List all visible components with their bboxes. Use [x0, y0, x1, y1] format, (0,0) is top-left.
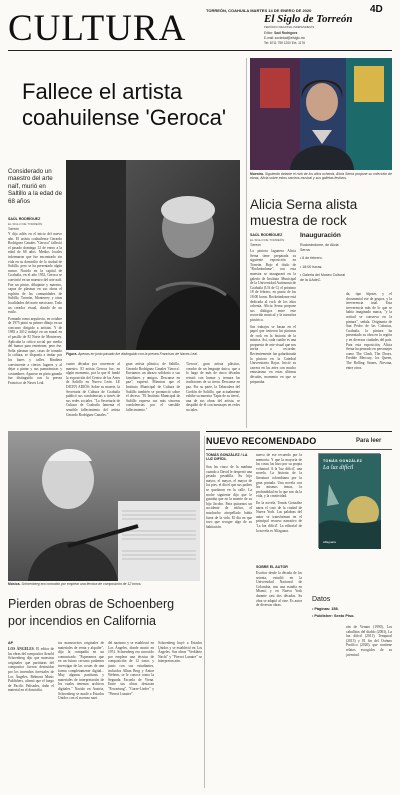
serna-headline-line2: muestra de rock: [250, 213, 347, 228]
book-publisher: Alfaguara: [323, 540, 336, 544]
serna-photo: [250, 58, 392, 170]
rec-column-1: Son las cinco de la mañana cuando a David le despertó una pesada pesadilla. Su hijo mayor, el mayor, el mayor de los pies, el día el que sus padres se quedaron en la calle. La noche siguiente dijo que le gustaba que en la muerte de su hijo Jacobo. Para quitarnos un accidente de tráfico, el muchacho atropellado había fuera de la vida. El día en que tuvo que recoger algo de su habitación.: [206, 465, 252, 529]
schoenberg-column-4: Schoenberg huyó a Estados Unidos y se estableció en Los Ángeles. Sus obras "Verklärte Nacht" y "Pierrot Lunaire" se interpretan aún.: [158, 641, 202, 664]
masthead-logo: El Siglo de Torreón: [264, 13, 353, 25]
serna-divider: [246, 58, 247, 428]
schoenberg-source: AP: [8, 641, 13, 645]
serna-byline: SAÚL RODRÍGUEZ: [250, 233, 283, 237]
serna-info-item: • 6 de febrero.: [300, 256, 323, 261]
main-column-3: gran artista plástico, de Saltillo, Gerardo Rodríguez Canales 'Geroca'. Enviamos un abrazo solidario a sus familiares y amigos. Descanse en paz", expresó. Mientras que el Instituto Municipal de Cultura de Saltillo también se pronunció sobre el deceso. "El Instituto Municipal de Saltillo expresa sus más sinceras condolencias por el sensible fallecimiento.": [126, 362, 180, 412]
rec-section-tag: Para leer: [356, 438, 382, 444]
rec-author-title: SOBRE EL AUTOR: [256, 565, 288, 569]
phone-line: Tel: 8711 759 1200 Ext. 1176: [264, 41, 305, 45]
book-cover-image: [318, 453, 380, 548]
serna-headline-line1: Alicia Serna alista: [250, 197, 358, 212]
rec-byline: TOMÁS GONZÁLEZ / LA LUZ DIFÍCIL: [206, 453, 248, 461]
serna-info-item: • 18:00 horas.: [300, 264, 323, 269]
rec-top-rule: [206, 431, 392, 432]
main-byline-sub: EL SIGLO DE TORREÓN: [8, 222, 43, 226]
book-title: La luz difícil: [323, 465, 354, 471]
editor-line: Editor: Saúl Rodríguez: [264, 31, 298, 35]
main-byline: SAÚL RODRÍGUEZ: [8, 217, 41, 221]
serna-column-1: La pintora lagunera Alicia Serna tiene preparada su siguiente exposición en Torreón. Bajo el título de "Rockeándome", con esta muestra se inaugurará en la galería de Instituto Municipal de la Universidad Autónoma de Coahuila (UA de C) el próximo 18 de febrero, en punto de las 18:00 horas. Rockeándome está dedicada al rock de los años ochenta, Alicia Serna propone sus diálogos entre este recorrido musical y la narrativa pictórica. Sus trabajos se basan en el papel que tuvieron las pinturas de rock en la historia de la música. Así, cada cuadro es una propuesta de arte visual que nos invita a recordar. Recientemente fue galardonada la pintora en la Catedral Universitaria Rojas. Inició su carrera en las artes con mucho entusiasmo en estas últimas décadas, momento en que se preparaba.: [250, 249, 297, 384]
serna-info-item: Rockeándome, de Alicia Serna: [300, 243, 339, 252]
page-number: 4D: [370, 4, 383, 15]
main-column-4: 'Geroca', gran artista plástico, creador de un lenguaje único, que a lo largo de más de cinco décadas retrató con humor y ternura las tradiciones de su tierra. Descanse en paz. Por su parte, la Tabacalera del Cordón de Saltillo, que actualmente exhibe su muestra 'Tapiz de su tierra', una de sus obras del artista, se despidió de él con mensajes en redes sociales.: [186, 362, 240, 412]
main-deck: Considerado un maestro del arte naïf, murió en Saltillo a la edad de 68 años: [8, 168, 63, 205]
serna-city: Torreón: [250, 243, 261, 247]
serna-info-item: • Galería del Museo Cultural de la UAdeC.: [300, 273, 346, 282]
schoenberg-column-1: LOS ÁNGELES. El editor de las obras del compositor Arnold Schoenberg dijo que muestras originales que partituras del compositor fueron destruidas por los incendios forestales de Los Ángeles. Belmont Music Publishers, afirmó que el fuego de Pacific Palisades, daño el material en el domicilio.: [8, 647, 55, 693]
rec-data-title: Datos: [312, 596, 331, 603]
schoenberg-headline-line1: Pierden obras de Schoenberg: [8, 597, 175, 611]
serna-info-box: [300, 232, 346, 283]
rec-column-2: nuevo de ese recuerdo por la memoria. Y que la mayoría de las cosas las hizo por su propia voluntad. A la 'luz difícil', una novela. La historia de la literatura colombiana por la gran pintada. Una novela con los mismos temas, la profundidad en la que nos da la vida, y la creatividad. En la novela, Tomás González narra el caso de la ciudad de Nueva York. Las palabras del autor se transforman en el principal recurso narrativo de 'La luz difícil'. La editorial de la novela es Alfaguara.: [256, 453, 302, 533]
rec-column-5: rán de Verano (1990), Los caballitos del diablo (2003), La luz difícil (2011), Temporal (2013) y El fin del Océano Pacífico (2020), que contiene relatos escogidos de su juventud.: [346, 625, 392, 657]
bottom-divider: [204, 436, 205, 788]
main-column-2: cuatro décadas por convencer al maestro. El artista Geroca fue, en algún momento, por la que él fundó la exposición del Centro de las Artes de Saltillo en Nuevo León. LE DICEN ADIÓS: Sobre su muerte, la Secretaría de Cultura de Coahuila publicó sus condolencias a través de sus redes sociales. "La Secretaría de Cultura de Coahuila lamenta el sensible fallecimiento del artista Gerardo Rodríguez Canales.": [66, 362, 120, 417]
main-headline-line2: coahuilense 'Geroca': [22, 105, 227, 130]
header-rule: [8, 50, 392, 51]
geroca-photo: [66, 160, 240, 350]
schoenberg-headline-line2: por incendios en California: [8, 614, 157, 628]
rec-data-publisher: • Publisher: Sexto Piso.: [312, 614, 355, 618]
serna-byline-sub: EL SIGLO DE TORREÓN: [250, 238, 285, 242]
rec-rule: [206, 449, 392, 450]
email-line: E-mail: sociedad@elsiglo.mx: [264, 36, 305, 40]
book-author: TOMÁS GONZÁLEZ: [323, 459, 363, 463]
section-title: CULTURA: [8, 8, 187, 49]
serna-column-3: da, tipo hípster, y el documental ese de grupos, y la irreverencia total. Esta irreverencia más de lo que se había imaginado nunca, "y la actitud se conserva en la pintura", señala. Originaria de San Pedro de las Colonias, Coahuila, la pintora ha presentado su obra en la región y en diversas ciudades del país. Para esta exposición, Alicia Serna ha pensado en personajes como The Clash, The Doors, Freddie Mercury, los Queen, The Rolling Stones, Nirvana, entre otros.: [346, 292, 392, 370]
schoenberg-column-3: del nazismo y se estableció en Los Ángeles, donde murió en 1951. Schoenberg era conocido por emplear una técnica de composición de 12 tonos y junto con sus estudiantes, incluidos Alban Berg y Anton Webern, se le conoce como la Segunda Escuela de Viena. Entre sus obras destacan "Erwartung", "Gurre-Lieder" y "Pierrot Lunaire".: [108, 641, 154, 696]
masthead-subtitle: PERIÓDICO REGIONAL INDEPENDIENTE: [264, 26, 315, 29]
rec-data-pages: • Páginas: 158.: [312, 607, 339, 611]
main-headline-line1: Fallece el artista: [22, 79, 183, 104]
dateline: TORREÓN, COAHUILA MARTES 14 DE ENERO DE 2020: [206, 8, 312, 13]
schoenberg-photo: [8, 431, 200, 581]
schoenberg-photo-caption: Música. Schoenberg era conocido por emplear una técnica de composición de 12 tonos.: [8, 582, 142, 586]
schoenberg-column-2: tos manuscritos originales de materiales de venta y alquiler", dijo la compañía en un comunicado. "Esperamos que en un futuro cercano podamos investigar de las costas de una forma completamente digital... Muy algunas partituras y materiales de interpretación de los cuales tenemos archivos digitales." Nacido en Austria, Schoenberg se mudó a Estados Unidos con el ascenso nazi.: [58, 641, 104, 701]
serna-info-title: Inauguración: [300, 232, 341, 239]
main-city: Torreón: [8, 227, 19, 231]
serna-photo-caption: Muestra. Siguiendo delante el rock de los años ochenta, Alicia Serna propone su colección de obras, Alicia sobre estos carrizos musical y sus galletas festivos.: [250, 172, 392, 181]
rec-section-title: NUEVO RECOMENDADO: [206, 436, 317, 446]
rec-author-bio: Escritor desde la década de los setenta, estudió en la Universidad Nacional de Colombia, tras una estadía en Miami, y en Nueva York durante casi dos décadas. Su obra se adaptó al cine. Es autor de diversas obras.: [256, 571, 302, 608]
geroca-photo-caption: Figura. Apenas en junio pasado fue distinguido con la presea Francisco de Naves Leal.: [66, 352, 198, 356]
main-column-1: Y dijo adiós en el inicio del nuevo año. El artista coahuilense Gerardo Rodríguez Canales "Geroca" falleció el pasado domingo 12 de enero a la edad de 68 años. Medios locales informaron que fue encontrado sin vida en su domicilio de la ciudad de Saltillo, pero se ha presentado algún rumor. Nacido en la capital de Coahuila, en el año 1952, Geroca se convirtió en un maestro del arte naïf. Fue un pintor, dibujante y maestro, capaz de plasmar en sus obras el espíritu de las comunidades de Saltillo, Torreón, Monterrey y otras localidades del norte mexicano. Todo un creador visual, dotado de un estilo. Formado como arquitecto, en octubre de 1975 pintó su primer dibujo en un concurso dirigido a artistas. Y de 1983 a 2012 trabajó en un mural en el pasillo de El Norte de Monterrey. Aplicaba la crítica social por medio del humor para entretener, pero ése. Solía plasmar que, casas de tornado la cultura, se disponía a imitar por los bares y calles. Rindiera convincente a ciertos lugares y al dejar a pintar y sus panorámicas y costumbres. Aparece en pinto ganado fue distinguido con la presea Francisco de Naves Leal.: [8, 232, 62, 385]
